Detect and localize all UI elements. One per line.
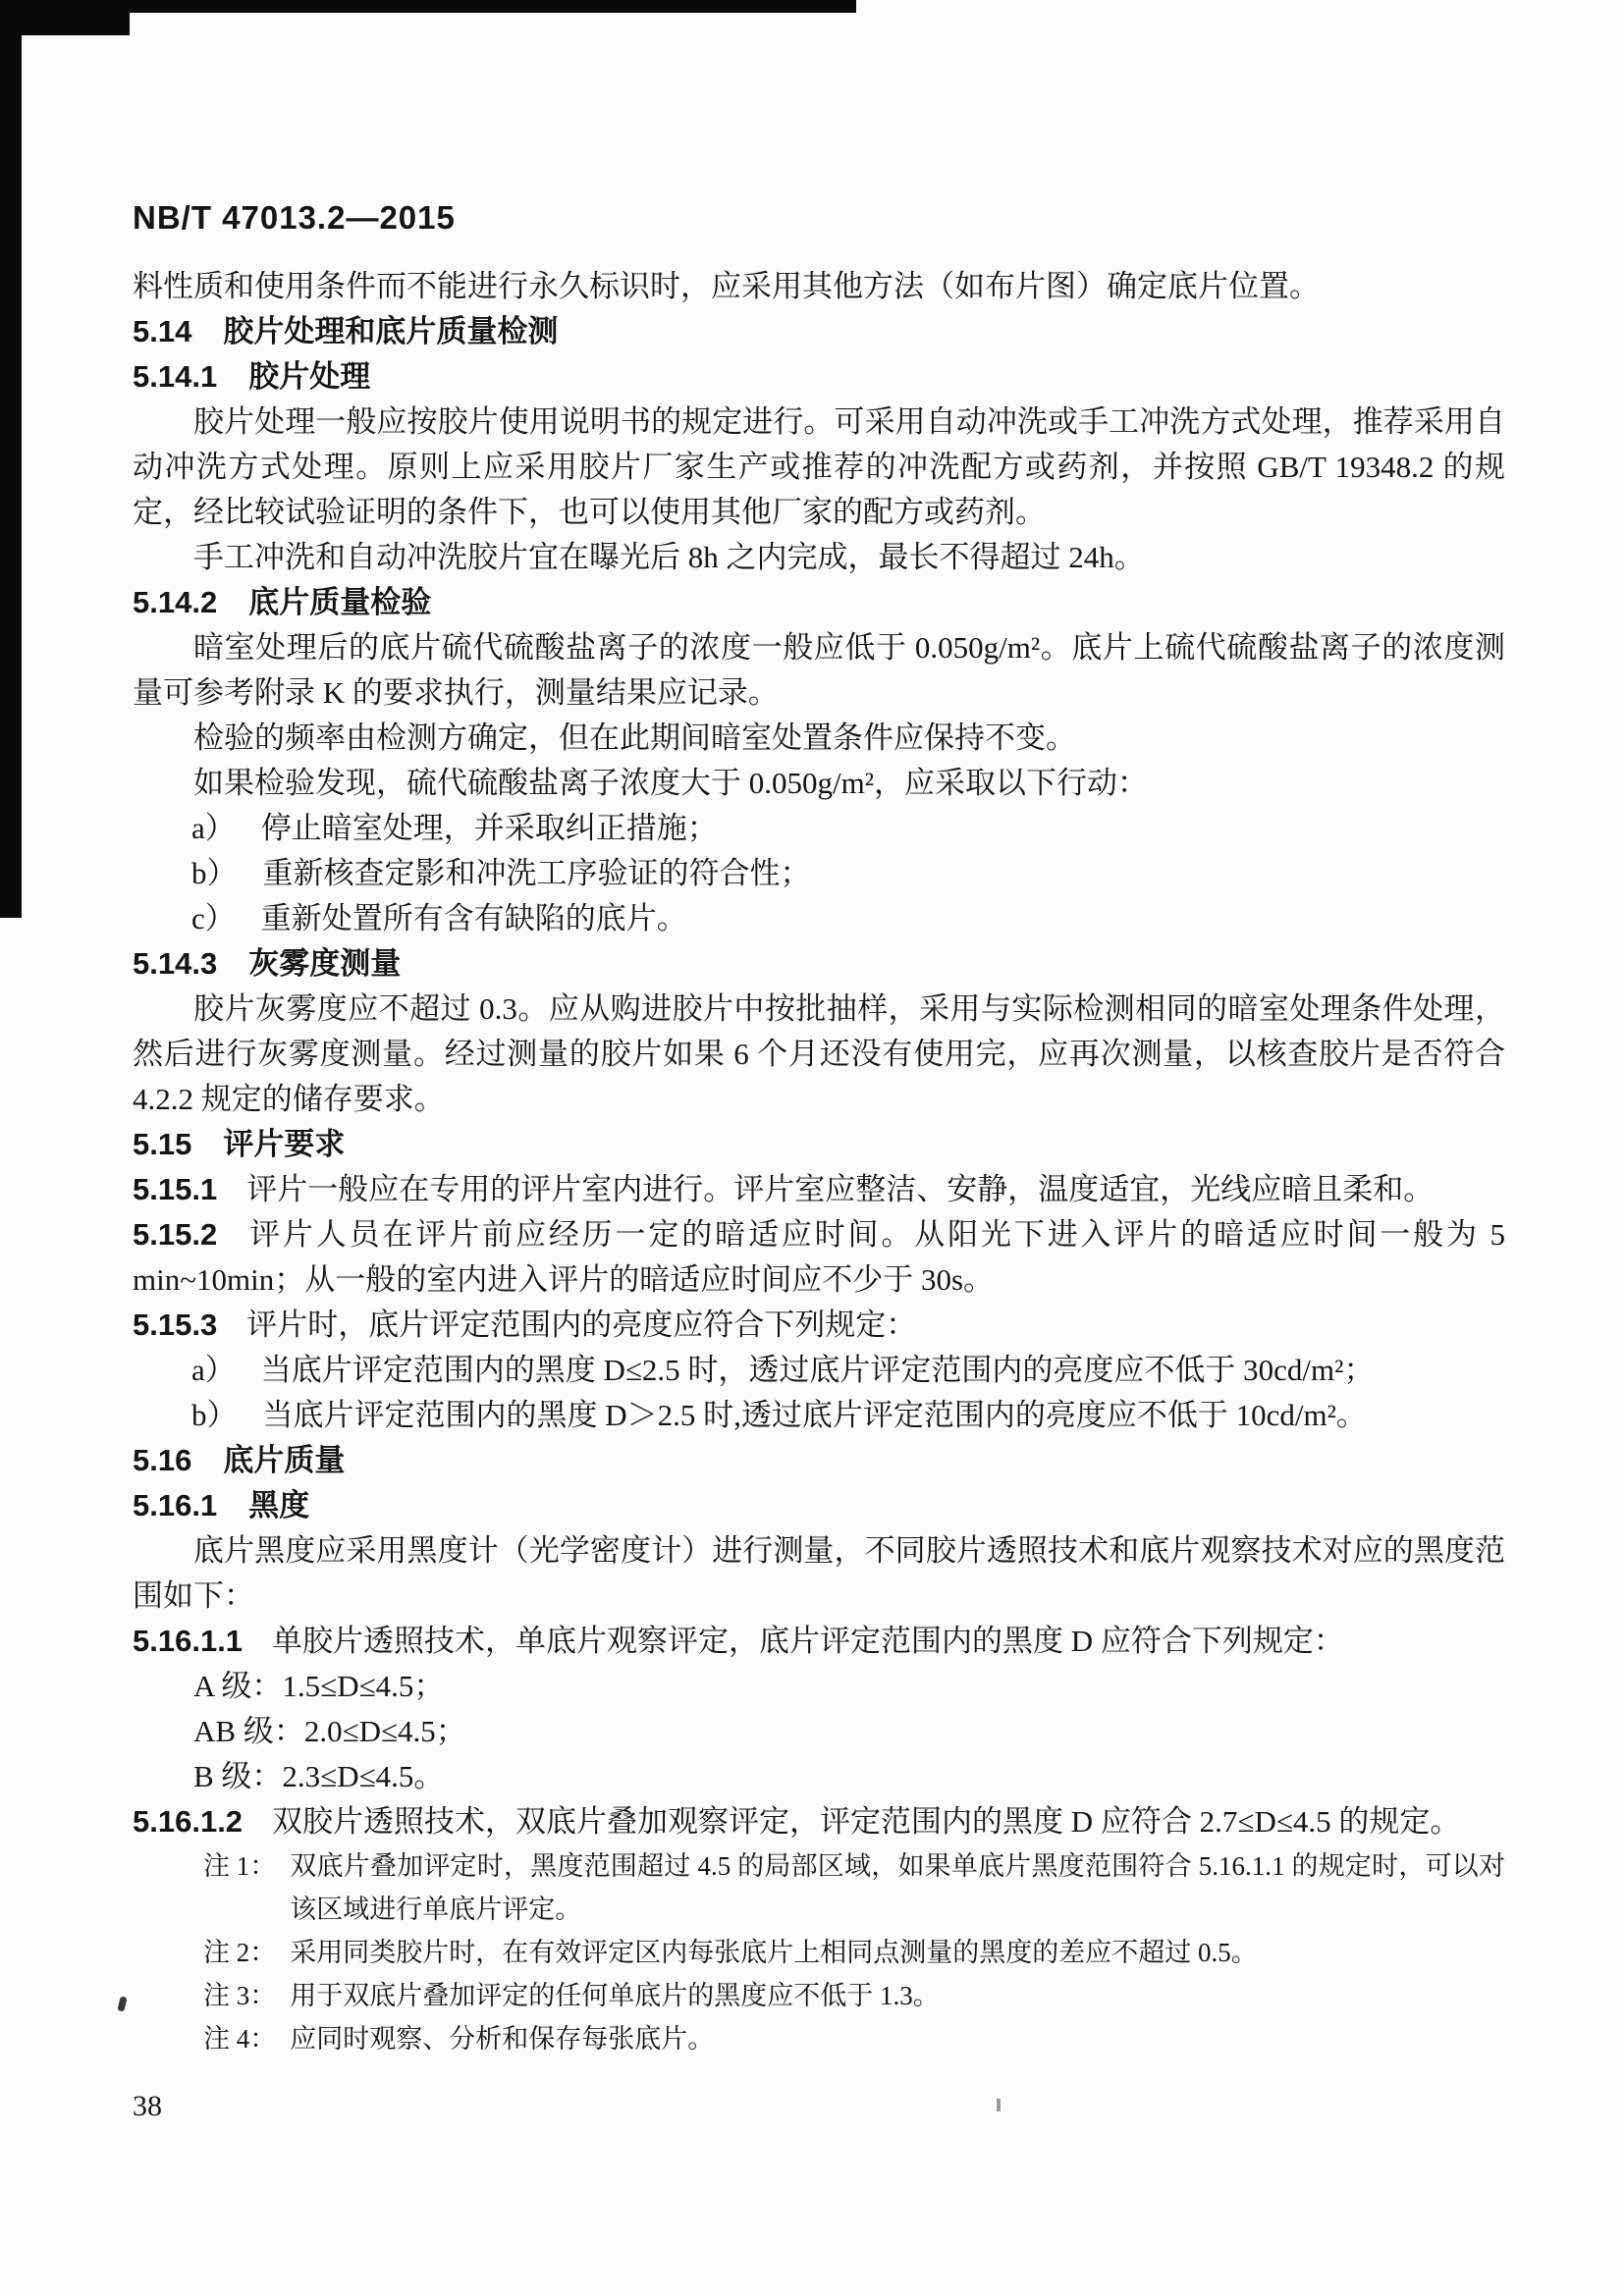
clause-number: 5.14: [133, 314, 192, 348]
document-body: [133, 264, 1505, 2060]
note-line: [133, 1931, 1505, 1974]
clause-number: b）: [191, 1398, 238, 1432]
block-text: 当底片评定范围内的黑度 D≤2.5 时，透过底片评定范围内的亮度应不低于 30cd/m²；: [260, 1353, 1375, 1387]
block-text: 评片时，底片评定范围内的亮度应符合下列规定：: [246, 1308, 917, 1342]
paragraph: [133, 535, 1505, 580]
block-text: 评片一般应在专用的评片室内进行。评片室应整洁、安静，温度适宜，光线应暗且柔和。: [246, 1172, 1435, 1206]
clause-number: 5.16.1: [133, 1488, 218, 1522]
clause-paragraph: [133, 1167, 1505, 1212]
block-text: B 级：2.3≤D≤4.5。: [193, 1759, 445, 1793]
block-text: 检验的频率由检测方确定，但在此期间暗室处置条件应保持不变。: [193, 721, 1076, 755]
list-item: [133, 896, 1505, 941]
block-text: 双胶片透照技术，双底片叠加观察评定，评定范围内的黑度 D 应符合 2.7≤D≤4.5 的规定。: [272, 1804, 1461, 1839]
block-text: 停止暗室处理，并采取纠正措施；: [260, 811, 718, 845]
note-line: [133, 2017, 1505, 2060]
block-text: 评片要求: [223, 1127, 346, 1161]
block-text: 用于双底片叠加评定的任何单底片的黑度应不低于 1.3。: [290, 1981, 940, 2010]
clause-number: 5.16.1.2: [133, 1804, 244, 1839]
block-text: 底片黑度应采用黑度计（光学密度计）进行测量，不同胶片透照技术和底片观察技术对应的黑度范围如下：: [133, 1533, 1505, 1613]
clause-number: 5.16.1.1: [133, 1624, 244, 1658]
block-text: 重新处置所有含有缺陷的底片。: [260, 901, 687, 935]
clause-number: 5.14.1: [133, 359, 218, 394]
block-text: 重新核查定影和冲洗工序验证的符合性；: [262, 856, 811, 890]
block-text: 灰雾度测量: [248, 946, 402, 981]
section-heading: [133, 309, 1505, 354]
page-number: 38: [133, 2090, 162, 2122]
subsection-heading: [133, 1483, 1505, 1528]
block-text: 双底片叠加评定时，黑度范围超过 4.5 的局部区域，如果单底片黑度范围符合 5.16.1.1 的规定时，可以对该区域进行单底片评定。: [290, 1851, 1505, 1924]
clause-number: b）: [191, 856, 238, 890]
section-heading: [133, 1438, 1505, 1483]
list-item: [133, 851, 1505, 896]
scan-edge-artifact-left: [0, 0, 22, 918]
block-text: AB 级：2.0≤D≤4.5；: [193, 1714, 466, 1748]
clause-number: 5.14.2: [133, 585, 218, 619]
list-item: [133, 806, 1505, 851]
note-line: [133, 1974, 1505, 2017]
block-text: 黑度: [248, 1488, 310, 1522]
list-item: [133, 1393, 1505, 1438]
block-text: 当底片评定范围内的黑度 D＞2.5 时,透过底片评定范围内的亮度应不低于 10cd/m²。: [262, 1398, 1367, 1432]
block-text: 单胶片透照技术，单底片观察评定，底片评定范围内的黑度 D 应符合下列规定：: [272, 1624, 1344, 1658]
document-content: [133, 199, 1505, 2123]
clause-number: 5.15.2: [133, 1217, 218, 1252]
standard-number-header: NB/T 47013.2—2015: [133, 199, 456, 236]
block-text: 底片质量: [223, 1443, 346, 1477]
clause-paragraph: [133, 1619, 1505, 1664]
block-text: 如果检验发现，硫代硫酸盐离子浓度大于 0.050g/m²，应采取以下行动：: [193, 766, 1149, 800]
clause-number: 5.16: [133, 1443, 192, 1477]
clause-number: 注 3：: [203, 1981, 277, 2010]
subsection-heading: [133, 354, 1505, 400]
grade-requirement-line: [133, 1709, 1505, 1754]
block-text: 料性质和使用条件而不能进行永久标识时，应采用其他方法（如布片图）确定底片位置。: [133, 269, 1320, 303]
block-text: 应同时观察、分析和保存每张底片。: [290, 2024, 715, 2054]
clause-number: a）: [191, 811, 236, 845]
paragraph: [133, 625, 1505, 716]
block-text: 底片质量检验: [248, 585, 432, 619]
block-text: 胶片处理一般应按胶片使用说明书的规定进行。可采用自动冲洗或手工冲洗方式处理，推荐采用自动冲洗方式处理。原则上应采用胶片厂家生产或推荐的冲洗配方或药剂，并按照 GB/T 19348.2 的规定，经比较试验证明的条件下，也可以使用其他厂家的配方或药剂。: [133, 404, 1505, 529]
clause-number: 5.15.3: [133, 1308, 218, 1342]
scan-speck: [117, 1996, 127, 2011]
block-text: 手工冲洗和自动冲洗胶片宜在曝光后 8h 之内完成，最长不得超过 24h。: [193, 540, 1145, 574]
paragraph: [133, 1528, 1505, 1619]
subsection-heading: [133, 580, 1505, 625]
block-text: 评片人员在评片前应经历一定的暗适应时间。从阳光下进入评片的暗适应时间一般为 5 min~10min；从一般的室内进入评片的暗适应时间应不少于 30s。: [133, 1217, 1505, 1297]
clause-paragraph: [133, 1303, 1505, 1348]
clause-number: 5.15.1: [133, 1172, 218, 1206]
block-text: 采用同类胶片时，在有效评定区内每张底片上相同点测量的黑度的差应不超过 0.5。: [290, 1938, 1258, 1967]
block-text: 暗室处理后的底片硫代硫酸盐离子的浓度一般应低于 0.050g/m²。底片上硫代硫酸盐离子的浓度测量可参考附录 K 的要求执行，测量结果应记录。: [133, 630, 1505, 710]
paragraph: [133, 987, 1505, 1122]
scan-edge-artifact-corner: [0, 0, 130, 35]
block-text: 胶片灰雾度应不超过 0.3。应从购进胶片中按批抽样，采用与实际检测相同的暗室处理条件处理，然后进行灰雾度测量。经过测量的胶片如果 6 个月还没有使用完，应再次测量，以核查胶片是否符合 4.2.2 规定的储存要求。: [133, 991, 1505, 1116]
note-line: [133, 1844, 1505, 1931]
section-heading: [133, 1122, 1505, 1167]
clause-number: 注 4：: [203, 2024, 277, 2054]
clause-number: 5.15: [133, 1127, 192, 1161]
paragraph: [133, 761, 1505, 806]
block-text: 胶片处理和底片质量检测: [223, 314, 559, 348]
grade-requirement-line: [133, 1664, 1505, 1709]
paragraph-continuation: [133, 264, 1505, 309]
clause-paragraph: [133, 1799, 1505, 1844]
block-text: 胶片处理: [248, 359, 371, 394]
paragraph: [133, 716, 1505, 761]
paragraph: [133, 400, 1505, 535]
subsection-heading: [133, 941, 1505, 987]
grade-requirement-line: [133, 1754, 1505, 1799]
clause-number: 5.14.3: [133, 946, 218, 981]
block-text: A 级：1.5≤D≤4.5；: [193, 1669, 445, 1703]
clause-number: a）: [191, 1353, 236, 1387]
clause-number: 注 1：: [203, 1851, 277, 1881]
clause-number: 注 2：: [203, 1938, 277, 1967]
list-item: [133, 1348, 1505, 1393]
clause-paragraph: [133, 1212, 1505, 1303]
clause-number: c）: [191, 901, 236, 935]
